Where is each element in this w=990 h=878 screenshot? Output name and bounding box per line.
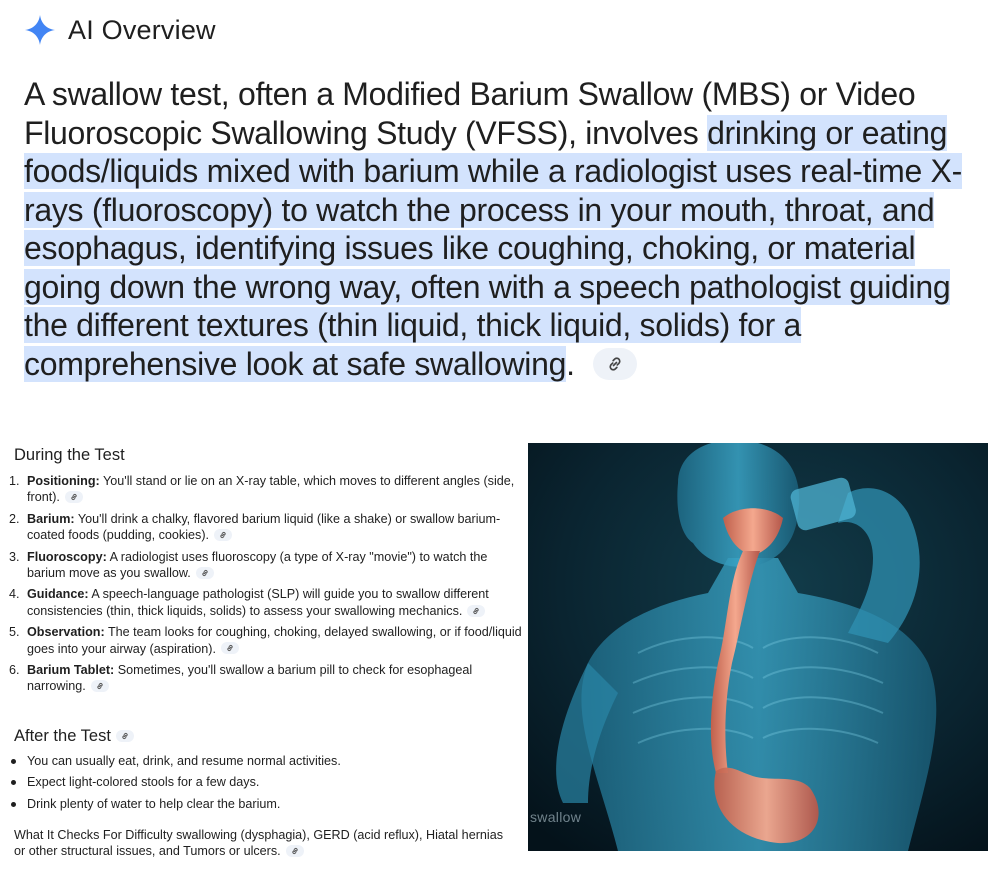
- source-link-button[interactable]: [286, 845, 304, 857]
- overview-summary: [24, 75, 974, 383]
- xray-swallow-illustration[interactable]: [528, 443, 988, 851]
- source-link-button[interactable]: [65, 491, 83, 503]
- list-item: Expect light-colored stools for a few days.: [0, 774, 522, 790]
- after-test-heading: After the Test: [14, 727, 134, 746]
- link-icon: [291, 847, 299, 855]
- list-item: 5. Observation: The team looks for coughing, choking, delayed swallowing, or if food/liquid goes into your airway (aspiration).: [9, 625, 522, 656]
- during-test-heading: During the Test: [14, 446, 125, 464]
- ai-overview-title: AI Overview: [68, 14, 216, 45]
- what-it-checks-text: What It Checks For Difficulty swallowing (dysphagia), GERD (acid reflux), Hiatal hernias or other structural issues, and Tumors or ulcers.: [14, 828, 503, 859]
- link-icon: [96, 682, 104, 690]
- test-steps-panel: [0, 443, 522, 878]
- illustration-graphic: [528, 443, 988, 851]
- source-link-button[interactable]: [221, 642, 239, 654]
- link-icon: [606, 355, 624, 373]
- image-watermark: swallow: [530, 809, 582, 825]
- after-test-list: [0, 753, 522, 817]
- source-link-button[interactable]: [467, 605, 485, 617]
- ai-overview-header: [24, 14, 216, 46]
- sparkle-icon: [24, 14, 56, 46]
- source-link-button[interactable]: [593, 348, 637, 380]
- source-link-button[interactable]: [91, 680, 109, 692]
- during-test-list: [0, 473, 522, 700]
- link-icon: [472, 607, 480, 615]
- summary-text: A swallow test, often a Modified Barium Swallow (MBS) or Video Fluoroscopic Swallowing Study (VFSS), involves: [24, 76, 916, 151]
- list-item: 4. Guidance: A speech-language pathologist (SLP) will guide you to swallow different consistencies (thin, thick liquids, solids) to assess your swallowing mechanics.: [9, 587, 489, 618]
- list-item: 2. Barium: You'll drink a chalky, flavored barium liquid (like a shake) or swallow barium-coated foods (pudding, cookies).: [9, 511, 501, 543]
- link-icon: [121, 732, 129, 740]
- list-item: 1. Positioning: You'll stand or lie on an X-ray table, which moves to different angles (side, front).: [9, 474, 515, 505]
- link-icon: [219, 531, 227, 539]
- source-link-button[interactable]: [196, 567, 214, 579]
- source-link-button[interactable]: [214, 529, 232, 541]
- link-icon: [70, 493, 78, 501]
- list-item: 3. Fluoroscopy: A radiologist uses fluoroscopy (a type of X-ray "movie") to watch the barium move as you swallow.: [9, 549, 488, 581]
- list-item: Drink plenty of water to help clear the barium.: [0, 796, 522, 812]
- summary-end: .: [566, 345, 575, 382]
- link-icon: [201, 569, 209, 577]
- link-icon: [226, 644, 234, 652]
- summary-highlighted-text[interactable]: drinking or eating foods/liquids mixed with barium while a radiologist uses real-time X-rays (fluoroscopy) to watch the process in your mouth, throat, and esophagus, identifying issues like coughing, choking, or material going down the wrong way, often with a speech pathologist guiding the different textures (thin liquid, thick liquid, solids) for a comprehensive look at safe swallowing: [24, 114, 962, 382]
- source-link-button[interactable]: [116, 730, 134, 742]
- list-item: You can usually eat, drink, and resume normal activities.: [0, 753, 522, 769]
- list-item: 6. Barium Tablet: Sometimes, you'll swallow a barium pill to check for esophageal narrowing.: [9, 663, 473, 694]
